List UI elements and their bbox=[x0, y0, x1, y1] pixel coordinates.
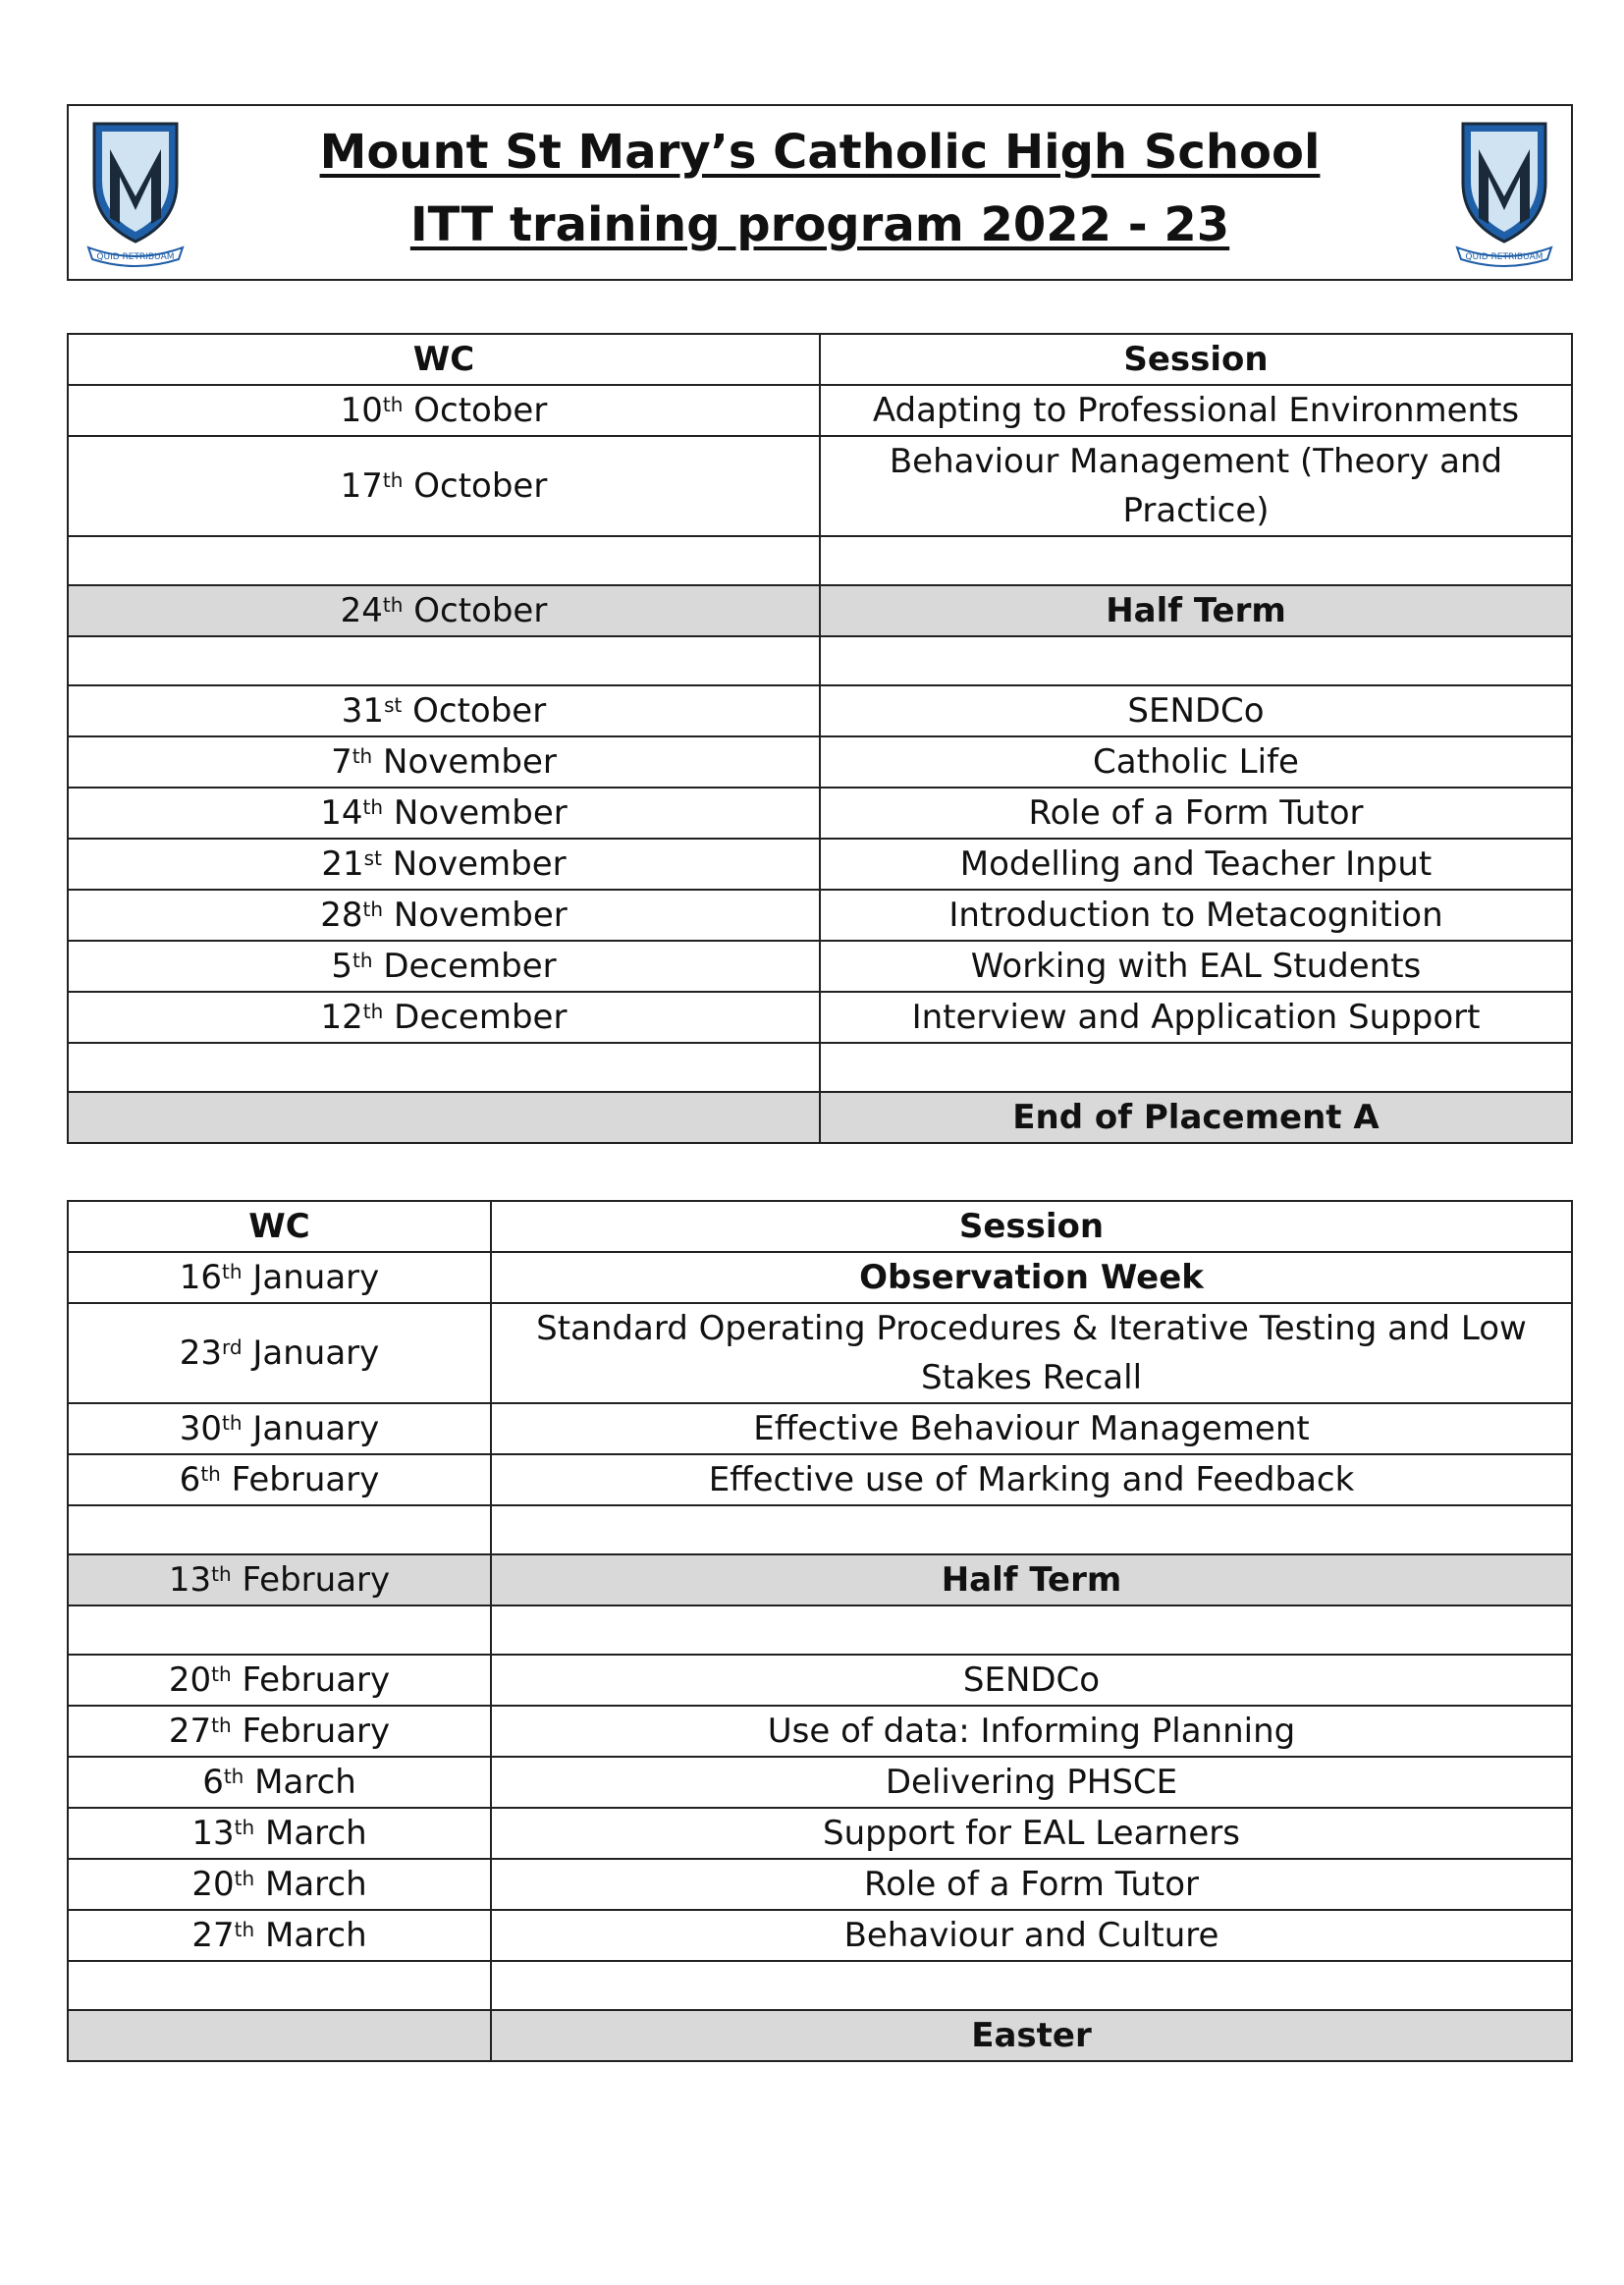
week-commencing-cell bbox=[68, 839, 820, 890]
week-commencing-cell bbox=[68, 1092, 820, 1143]
session-cell: Effective use of Marking and Feedback bbox=[491, 1454, 1572, 1505]
session-cell: Adapting to Professional Environments bbox=[820, 385, 1572, 436]
session-cell: Catholic Life bbox=[820, 736, 1572, 788]
week-day: 30 bbox=[179, 1409, 223, 1448]
day-ordinal-suffix: th bbox=[234, 1867, 255, 1890]
session-cell: Introduction to Metacognition bbox=[820, 890, 1572, 941]
week-day: 13 bbox=[168, 1560, 212, 1600]
week-day: 17 bbox=[340, 466, 383, 506]
week-commencing-cell bbox=[68, 992, 820, 1043]
week-commencing-cell bbox=[68, 1505, 491, 1554]
table-row bbox=[68, 1043, 1572, 1092]
table-row bbox=[68, 941, 1572, 992]
week-commencing-cell bbox=[68, 788, 820, 839]
session-cell: Behaviour Management (Theory and Practice) bbox=[820, 436, 1572, 536]
week-commencing-cell bbox=[68, 736, 820, 788]
week-commencing-cell bbox=[68, 2010, 491, 2061]
table-row bbox=[68, 385, 1572, 436]
session-cell bbox=[491, 1505, 1572, 1554]
week-commencing-cell bbox=[68, 1043, 820, 1092]
day-ordinal-suffix: th bbox=[382, 393, 404, 416]
table-row bbox=[68, 992, 1572, 1043]
week-commencing-cell bbox=[68, 941, 820, 992]
day-ordinal-suffix: st bbox=[384, 693, 403, 717]
week-day: 13 bbox=[191, 1814, 235, 1853]
week-month: January bbox=[242, 1333, 380, 1373]
session-cell: Half Term bbox=[491, 1554, 1572, 1605]
week-day: 21 bbox=[321, 844, 364, 884]
table-row bbox=[68, 1403, 1572, 1454]
day-ordinal-suffix: th bbox=[382, 593, 404, 617]
document-subtitle: ITT training program 2022 - 23 bbox=[409, 197, 1230, 252]
table-row bbox=[68, 1859, 1572, 1910]
week-month: February bbox=[231, 1712, 391, 1751]
week-commencing-cell bbox=[68, 436, 820, 536]
week-day: 27 bbox=[168, 1712, 212, 1751]
day-ordinal-suffix: th bbox=[362, 898, 384, 921]
table-row bbox=[68, 890, 1572, 941]
week-month: February bbox=[220, 1460, 380, 1499]
week-month: December bbox=[372, 947, 557, 986]
week-commencing-cell bbox=[68, 1961, 491, 2010]
week-commencing-cell bbox=[68, 1757, 491, 1808]
week-month: January bbox=[242, 1258, 380, 1297]
week-commencing-cell bbox=[68, 536, 820, 585]
session-cell bbox=[491, 1605, 1572, 1655]
week-month: November bbox=[383, 896, 568, 935]
day-ordinal-suffix: th bbox=[223, 1765, 244, 1788]
schedule-table-placement-a bbox=[67, 333, 1573, 1144]
session-cell: Use of data: Informing Planning bbox=[491, 1706, 1572, 1757]
week-day: 12 bbox=[320, 998, 363, 1037]
session-cell: Modelling and Teacher Input bbox=[820, 839, 1572, 890]
school-crest-icon bbox=[1453, 120, 1555, 267]
week-day: 7 bbox=[331, 742, 352, 782]
session-cell: SENDCo bbox=[491, 1655, 1572, 1706]
week-month: October bbox=[403, 591, 548, 630]
session-cell bbox=[820, 1043, 1572, 1092]
week-commencing-cell bbox=[68, 385, 820, 436]
day-ordinal-suffix: th bbox=[362, 1000, 384, 1023]
column-header-wc: WC bbox=[68, 1201, 491, 1252]
week-commencing-cell bbox=[68, 1605, 491, 1655]
week-commencing-cell bbox=[68, 636, 820, 685]
day-ordinal-suffix: th bbox=[211, 1714, 232, 1737]
week-day: 5 bbox=[331, 947, 352, 986]
table-header-row bbox=[68, 1201, 1572, 1252]
week-month: October bbox=[402, 691, 547, 731]
column-header-session: Session bbox=[491, 1201, 1572, 1252]
session-cell: End of Placement A bbox=[820, 1092, 1572, 1143]
document-title: Mount St Mary’s Catholic High School bbox=[319, 125, 1321, 180]
schedule-table-placement-b bbox=[67, 1200, 1573, 2062]
week-month: December bbox=[383, 998, 568, 1037]
day-ordinal-suffix: rd bbox=[221, 1335, 243, 1359]
page-header bbox=[67, 104, 1573, 281]
week-day: 6 bbox=[202, 1763, 224, 1802]
session-cell bbox=[820, 536, 1572, 585]
day-ordinal-suffix: th bbox=[222, 1260, 243, 1283]
week-commencing-cell bbox=[68, 685, 820, 736]
week-day: 6 bbox=[179, 1460, 201, 1499]
column-header-wc: WC bbox=[68, 334, 820, 385]
day-ordinal-suffix: st bbox=[363, 846, 382, 870]
day-ordinal-suffix: th bbox=[362, 795, 384, 819]
table-row bbox=[68, 1961, 1572, 2010]
week-commencing-cell bbox=[68, 1706, 491, 1757]
day-ordinal-suffix: th bbox=[222, 1411, 243, 1435]
table-row bbox=[68, 788, 1572, 839]
day-ordinal-suffix: th bbox=[382, 468, 404, 492]
session-cell: Behaviour and Culture bbox=[491, 1910, 1572, 1961]
week-day: 27 bbox=[191, 1916, 235, 1955]
table-row bbox=[68, 436, 1572, 536]
table-row bbox=[68, 839, 1572, 890]
table-row bbox=[68, 1252, 1572, 1303]
week-day: 28 bbox=[320, 896, 363, 935]
svg-text:QUID RETRIBUAM: QUID RETRIBUAM bbox=[96, 252, 175, 262]
table-row bbox=[68, 736, 1572, 788]
table-row bbox=[68, 1505, 1572, 1554]
week-commencing-cell bbox=[68, 1655, 491, 1706]
week-month: November bbox=[372, 742, 557, 782]
svg-text:QUID RETRIBUAM: QUID RETRIBUAM bbox=[1465, 252, 1543, 262]
table-row bbox=[68, 1092, 1572, 1143]
week-commencing-cell bbox=[68, 890, 820, 941]
week-day: 24 bbox=[340, 591, 383, 630]
week-month: November bbox=[383, 793, 568, 833]
session-cell bbox=[491, 1961, 1572, 2010]
session-cell: SENDCo bbox=[820, 685, 1572, 736]
column-header-session: Session bbox=[820, 334, 1572, 385]
week-commencing-cell bbox=[68, 1910, 491, 1961]
session-cell: Role of a Form Tutor bbox=[491, 1859, 1572, 1910]
table-row bbox=[68, 536, 1572, 585]
table-row bbox=[68, 1605, 1572, 1655]
week-commencing-cell bbox=[68, 585, 820, 636]
session-cell: Easter bbox=[491, 2010, 1572, 2061]
week-day: 10 bbox=[340, 391, 383, 430]
session-cell: Support for EAL Learners bbox=[491, 1808, 1572, 1859]
session-cell bbox=[820, 636, 1572, 685]
week-month: March bbox=[244, 1763, 356, 1802]
table-row bbox=[68, 1303, 1572, 1403]
day-ordinal-suffix: th bbox=[200, 1462, 221, 1486]
session-cell: Effective Behaviour Management bbox=[491, 1403, 1572, 1454]
day-ordinal-suffix: th bbox=[352, 949, 373, 972]
week-month: February bbox=[231, 1560, 391, 1600]
session-cell: Delivering PHSCE bbox=[491, 1757, 1572, 1808]
table-row bbox=[68, 2010, 1572, 2061]
table-row bbox=[68, 1910, 1572, 1961]
session-cell: Half Term bbox=[820, 585, 1572, 636]
week-day: 20 bbox=[168, 1660, 212, 1700]
week-commencing-cell bbox=[68, 1403, 491, 1454]
day-ordinal-suffix: th bbox=[211, 1562, 232, 1586]
week-month: October bbox=[403, 466, 548, 506]
table-row bbox=[68, 685, 1572, 736]
table-row bbox=[68, 1757, 1572, 1808]
week-day: 20 bbox=[191, 1865, 235, 1904]
week-commencing-cell bbox=[68, 1303, 491, 1403]
week-month: February bbox=[231, 1660, 391, 1700]
session-cell: Working with EAL Students bbox=[820, 941, 1572, 992]
table-row bbox=[68, 1655, 1572, 1706]
session-cell: Observation Week bbox=[491, 1252, 1572, 1303]
week-commencing-cell bbox=[68, 1454, 491, 1505]
week-day: 16 bbox=[179, 1258, 223, 1297]
week-month: January bbox=[242, 1409, 380, 1448]
day-ordinal-suffix: th bbox=[234, 1918, 255, 1941]
table-row bbox=[68, 636, 1572, 685]
table-row bbox=[68, 1554, 1572, 1605]
session-cell: Interview and Application Support bbox=[820, 992, 1572, 1043]
week-month: November bbox=[381, 844, 567, 884]
table-row bbox=[68, 585, 1572, 636]
week-day: 14 bbox=[320, 793, 363, 833]
day-ordinal-suffix: th bbox=[211, 1662, 232, 1686]
session-cell: Role of a Form Tutor bbox=[820, 788, 1572, 839]
week-month: March bbox=[254, 1916, 367, 1955]
table-header-row bbox=[68, 334, 1572, 385]
week-commencing-cell bbox=[68, 1808, 491, 1859]
table-row bbox=[68, 1808, 1572, 1859]
table-row bbox=[68, 1706, 1572, 1757]
week-day: 23 bbox=[179, 1333, 222, 1373]
week-month: March bbox=[254, 1814, 367, 1853]
week-commencing-cell bbox=[68, 1252, 491, 1303]
week-month: March bbox=[254, 1865, 367, 1904]
table-row bbox=[68, 1454, 1572, 1505]
week-commencing-cell bbox=[68, 1554, 491, 1605]
session-cell: Standard Operating Procedures & Iterative Testing and Low Stakes Recall bbox=[491, 1303, 1572, 1403]
week-month: October bbox=[403, 391, 548, 430]
day-ordinal-suffix: th bbox=[234, 1816, 255, 1839]
week-day: 31 bbox=[341, 691, 385, 731]
week-commencing-cell bbox=[68, 1859, 491, 1910]
day-ordinal-suffix: th bbox=[352, 744, 373, 768]
